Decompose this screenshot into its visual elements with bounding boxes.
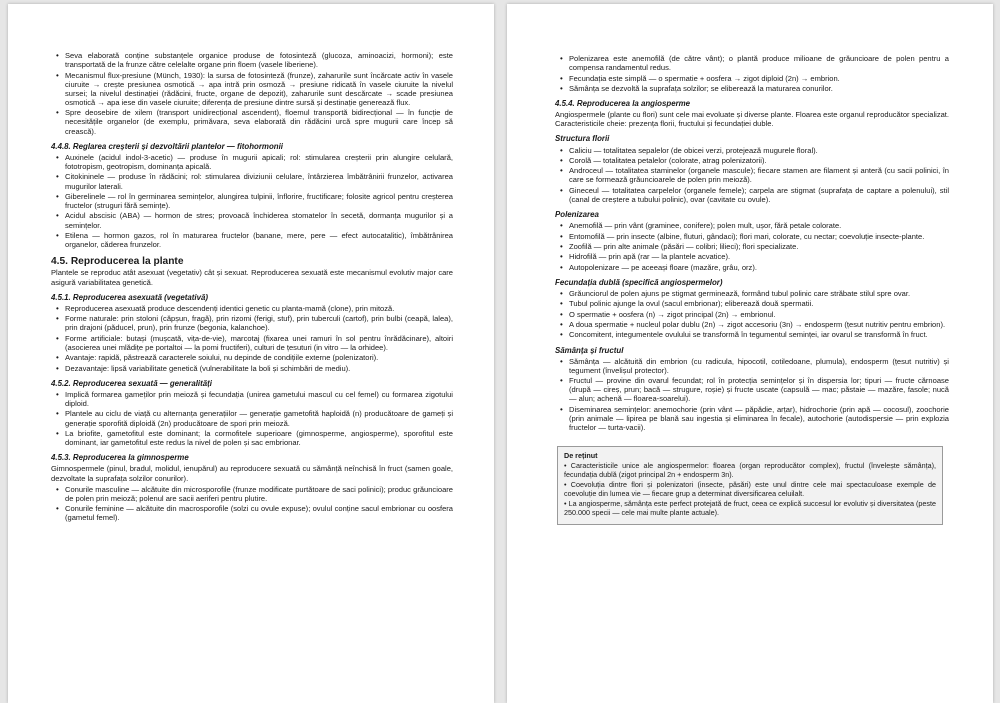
note-list	[564, 462, 936, 518]
list-item: • O spermatie + oosfera (n) → zigot principal (2n) → embrionul.	[569, 310, 949, 319]
bullet-list	[555, 54, 949, 93]
subsection-heading: Fecundația dublă (specifică angiospermelor)	[555, 277, 723, 287]
page-content	[51, 51, 453, 524]
list-item: • Plantele au ciclu de viață cu alternanța generațiilor — generație gametofită haploidă (n) producătoare de gameți și generație sporofită diploidă (2n) producătoare de spori prin meioză.	[65, 409, 453, 427]
section-heading: 4.5.4. Reproducerea la angiosperme	[555, 99, 691, 108]
note-item: • Caracteristicile unice ale angiospermelor: floarea (organ reproducător complex), fructul (învelește sămânța), fecundația dublă (zigot principal 2n + endosperm 3n).	[564, 461, 936, 480]
list-item: • Conurile feminine — alcătuite din macrosporofile (solzi cu ovule expuse); ovulul conține sacul embrionar cu oosfera (gametul femel).	[65, 504, 453, 522]
list-item: • Corolă — totalitatea petalelor (colorate, atrag polenizatorii).	[569, 156, 949, 165]
document-page-left	[8, 4, 494, 703]
list-item: • Grăunciorul de polen ajuns pe stigmat germinează, formând tubul polinic care străbate stilul spre ovar.	[569, 289, 949, 298]
bullet-list	[51, 390, 453, 447]
paragraph: Angiospermele (plante cu flori) sunt cele mai evoluate și diverse plante. Floarea este organul reproducător specializat. Caracteristicile cheie: prezența florii, fructului și fecundației duble.	[555, 110, 949, 129]
bullet-list	[555, 221, 949, 272]
list-item: • Sămânța se dezvoltă la suprafața solzilor; se eliberează la maturarea conurilor.	[569, 84, 949, 93]
list-item: • Dezavantaje: lipsă variabilitate genetică (vulnerabilitate la boli și schimbări de mediu).	[65, 364, 453, 373]
bullet-list	[555, 146, 949, 205]
list-item: • Giberelinele — rol în germinarea semințelor, alungirea tulpinii, înflorire, fructificare; folosite agricol pentru creșterea fructelor (struguri fără semințe).	[65, 192, 453, 210]
note-box	[557, 446, 943, 525]
list-item: • Autopolenizare — pe aceeași floare (mazăre, grâu, orz).	[569, 263, 949, 272]
list-item: • Spre deosebire de xilem (transport unidirecțional ascendent), floemul transportă bidirecțional — în funcție de necesitățile organelor (de exemplu, primăvara, seva elaborată din rădăcini urcă spre mugurii care încep să crească).	[65, 108, 453, 135]
list-item: • Fecundația este simplă — o spermatie + oosfera → zigot diploid (2n) → embrion.	[569, 74, 949, 83]
bullet-list	[555, 289, 949, 340]
bullet-list	[51, 485, 453, 523]
list-item: • Auxinele (acidul indol-3-acetic) — produse în mugurii apicali; rol: stimularea creșterii prin alungire celulară, fototropism, geotropism, dominanța apicală.	[65, 153, 453, 171]
section-heading: 4.4.8. Reglarea creșterii și dezvoltării plantelor — fitohormonii	[51, 141, 283, 151]
subsection-heading: Sămânța și fructul	[555, 345, 624, 355]
list-item: • Caliciu — totalitatea sepalelor (de obicei verzi, protejează mugurele floral).	[569, 146, 949, 155]
list-item: • Fructul — provine din ovarul fecundat; rol în protecția semințelor și în dispersia lor; tipuri — fructe cărnoase (drupă — cireș, prun; bacă — strugure, roșie) și fructe uscate (capsulă — mac; păstaie — mazăre, fasole; nucă — alun; achenă — floarea-soarelui).	[569, 376, 949, 403]
list-item: • Tubul polinic ajunge la ovul (sacul embrionar); eliberează două spermatii.	[569, 299, 949, 308]
list-item: • La briofite, gametofitul este dominant; la cormofitele superioare (gimnosperme, angiosperme), sporofitul este dominant, iar gametofitul este redus la nivel de polen și sac embrionar.	[65, 429, 453, 447]
note-title: De reținut	[564, 451, 598, 461]
document-page-right	[507, 4, 993, 703]
paragraph: Gimnospermele (pinul, bradul, molidul, ienupărul) au reproducere sexuată cu sămânță neînchisă în fruct (samen goale, dezvoltate la suprafața solzilor conurilor).	[51, 464, 453, 483]
list-item: • Sămânța — alcătuită din embrion (cu radicula, hipocotil, cotiledoane, plumula), endosperm (țesut nutritiv) și tegument (învelișul protector).	[569, 357, 949, 375]
list-item: • Citokininele — produse în rădăcini; rol: stimularea diviziunii celulare, întârzierea îmbătrânirii frunzelor, activarea mugurilor laterali.	[65, 172, 453, 190]
list-item: • Androceul — totalitatea staminelor (organele mascule); fiecare stamen are filament și anteră (cu sacii polinici, în care se formează grăuncioarele de polen prin meioză).	[569, 166, 949, 184]
list-item: • Forme artificiale: butași (mușcată, vița-de-vie), marcotaj (fixarea unei ramuri în sol pentru înrădăcinare), altoiri (asocierea unei mlădițe pe portaltoi — la pomi fructiferi), culturi de țesuturi (in vitro — la orhidee).	[65, 334, 453, 352]
section-heading: 4.5.2. Reproducerea sexuată — generalități	[51, 378, 212, 388]
bullet-list	[51, 153, 453, 249]
bullet-list	[51, 51, 453, 136]
section-heading: 4.5.1. Reproducerea asexuată (vegetativă)	[51, 292, 209, 302]
list-item: • Acidul abscisic (ABA) — hormon de stres; provoacă închiderea stomatelor în secetă, dormanța mugurilor și a semințelor.	[65, 211, 453, 229]
list-item: • Forme naturale: prin stoloni (căpșun, fragă), prin rizomi (ferigi, stuf), prin tuberculi (cartof), prin bulbi (ceapă, lalea), prin drajoni (păducel, prun), prin frunze (begonia, kalanchoe).	[65, 314, 453, 332]
list-item: • Concomitent, integumentele ovulului se transformă în tegumentul seminței, iar ovarul se transformă în fruct.	[569, 330, 949, 339]
list-item: • Avantaje: rapidă, păstrează caracterele soiului, nu depinde de condițiile externe (polenizatori).	[65, 353, 453, 362]
bullet-list	[555, 357, 949, 433]
chapter-heading: 4.5. Reproducerea la plante	[51, 256, 184, 268]
paragraph: Plantele se reproduc atât asexuat (vegetativ) cât și sexuat. Reproducerea sexuată este mecanismul evolutiv major care asigură variabilitatea genetică.	[51, 268, 453, 287]
bullet-list	[51, 304, 453, 373]
list-item: • Entomofilă — prin insecte (albine, fluturi, gândaci); flori mari, colorate, cu nectar; coevoluție insecte-plante.	[569, 232, 949, 241]
subsection-heading: Polenizarea	[555, 210, 599, 220]
section-heading: 4.5.3. Reproducerea la gimnosperme	[51, 453, 189, 463]
list-item: • Hidrofilă — prin apă (rar — la plantele acvatice).	[569, 252, 949, 261]
list-item: • Seva elaborată conține substanțele organice produse de fotosinteză (glucoza, aminoacizi, hormoni); este transportată de la frunze către celelalte organe prin floem (vasele liberiene).	[65, 51, 453, 69]
list-item: • Anemofilă — prin vânt (graminee, conifere); polen mult, ușor, fără petale colorate.	[569, 221, 949, 230]
list-item: • Diseminarea semințelor: anemochorie (prin vânt — păpădie, arțar), hidrochorie (prin apă — cocosul), zoochorie (prin animale — lipirea pe blană sau ingestia și eliminarea în fecale), autochorie (autodispersie — prin explozia fructelor — turta-vacii).	[569, 405, 949, 432]
list-item: • Zoofilă — prin alte animale (păsări — colibri; lilieci); flori specializate.	[569, 242, 949, 251]
subsection-heading: Structura florii	[555, 134, 610, 144]
list-item: • A doua spermatie + nucleul polar dublu (2n) → zigot accesoriu (3n) → endosperm (țesut nutritiv pentru embrion).	[569, 320, 949, 329]
list-item: • Implică formarea gameților prin meioză și fecundația (unirea gametului mascul cu cel femel) cu formarea zigotului diploid.	[65, 390, 453, 408]
list-item: • Polenizarea este anemofilă (de către vânt); o plantă produce milioane de grăuncioare de polen pentru a compensa randamentul redus.	[569, 54, 949, 72]
note-item: • Coevoluția dintre flori și polenizatori (insecte, păsări) este unul dintre cele mai spectaculoase exemple de coevoluție din lumea vie — fiecare grup a determinat diversificarea celuilalt.	[564, 480, 936, 499]
list-item: • Etilena — hormon gazos, rol în maturarea fructelor (banane, mere, pere — efect autocatalitic), îmbătrânirea organelor, căderea frunzelor.	[65, 231, 453, 249]
list-item: • Gineceul — totalitatea carpelelor (organele femele); carpela are stigmat (suprafața de captare a polenului), stil (canal de creștere a tubului polinic), ovar (cavitate cu ovule).	[569, 186, 949, 204]
page-content	[555, 54, 949, 525]
list-item: • Conurile masculine — alcătuite din microsporofile (frunze modificate purtătoare de saci polinici); produc grăuncioare de polen prin meioză; polenul are sacii aeriferi pentru plutire.	[65, 485, 453, 503]
list-item: • Reproducerea asexuată produce descendenți identici genetic cu planta-mamă (clone), prin mitoză.	[65, 304, 453, 313]
note-item: • La angiosperme, sămânța este perfect protejată de fruct, ceea ce explică succesul lor evolutiv și diversitatea (peste 250.000 specii — cele mai multe plante actuale).	[564, 499, 936, 518]
list-item: • Mecanismul flux-presiune (Münch, 1930): la sursa de fotosinteză (frunze), zaharurile sunt încărcate activ în vasele ciuruite → crește presiunea osmotică → apa intră prin osmoză → presiune ridicată în vasele ciuruite la nivelul sursei; la nivelul destinației (rădăcini, fructe, organe de depozit), zaharurile sunt descărcate → scade presiunea osmotică → apa iese din vasele ciuruite; diferența de presiune dintre sursă și destinație generează flux.	[65, 71, 453, 108]
